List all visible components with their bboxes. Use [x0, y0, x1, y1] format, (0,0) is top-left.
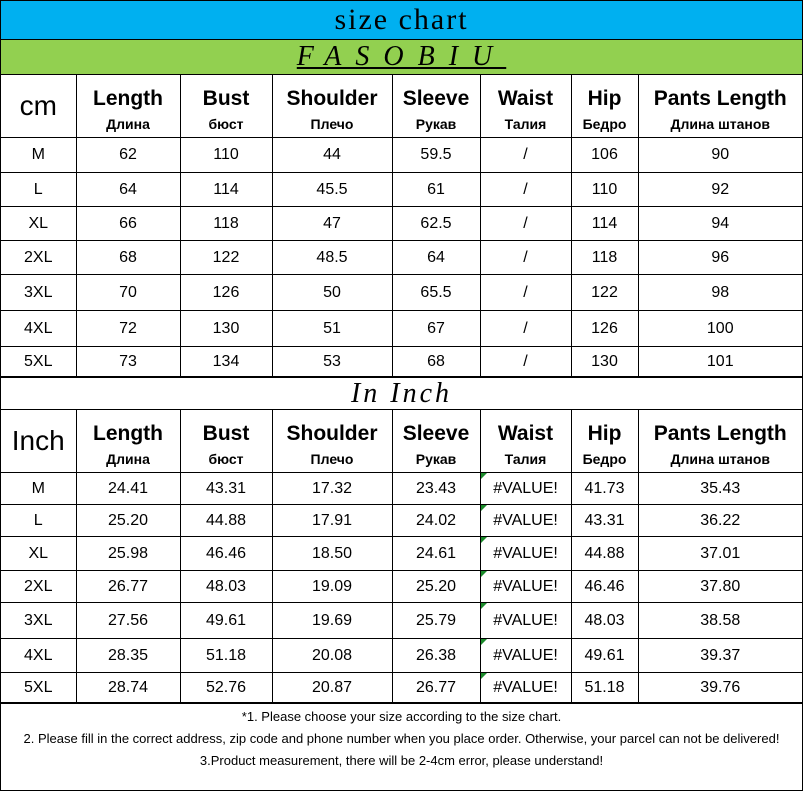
inch-cell-hip: 49.61: [571, 639, 638, 673]
table-row: [1, 603, 802, 639]
table-row: [1, 311, 802, 347]
inch-cell-shoulder: 19.09: [272, 571, 392, 603]
cm-header-length: Length: [76, 75, 180, 111]
cm-cell-sleeve: 59.5: [392, 138, 480, 173]
cm-cell-bust: 114: [180, 173, 272, 207]
inch-header-bust-ru: бюст: [180, 446, 272, 473]
cm-unit-label: cm: [1, 75, 76, 138]
cm-header-hip: Hip: [571, 75, 638, 111]
table-row: [1, 639, 802, 673]
cm-cell-bust: 122: [180, 241, 272, 275]
inch-header-bust: Bust: [180, 410, 272, 446]
cm-cell-length: 66: [76, 207, 180, 241]
cm-cell-bust: 110: [180, 138, 272, 173]
banner-title: size chart: [1, 1, 802, 40]
cm-cell-hip: 126: [571, 311, 638, 347]
cm-cell-waist: /: [480, 311, 571, 347]
inch-cell-size: 3XL: [1, 603, 76, 639]
inch-cell-shoulder: 20.08: [272, 639, 392, 673]
cm-cell-pants-length: 101: [638, 347, 802, 377]
inch-cell-sleeve: 26.77: [392, 673, 480, 703]
note-3: 3.Product measurement, there will be 2-4cm error, please understand!: [199, 753, 604, 768]
inch-section-title: In Inch: [1, 377, 802, 410]
cm-cell-hip: 122: [571, 275, 638, 311]
inch-cell-hip: 48.03: [571, 603, 638, 639]
cm-cell-size: XL: [1, 207, 76, 241]
inch-cell-length: 25.98: [76, 537, 180, 571]
table-row: [1, 473, 802, 505]
inch-cell-length: 28.74: [76, 673, 180, 703]
cm-cell-length: 73: [76, 347, 180, 377]
inch-header-length: Length: [76, 410, 180, 446]
inch-cell-size: 5XL: [1, 673, 76, 703]
inch-header-hip: Hip: [571, 410, 638, 446]
cm-cell-sleeve: 64: [392, 241, 480, 275]
cm-cell-shoulder: 47: [272, 207, 392, 241]
inch-cell-waist: #VALUE!: [480, 473, 571, 505]
table-row: [1, 505, 802, 537]
inch-cell-shoulder: 20.87: [272, 673, 392, 703]
cm-cell-hip: 110: [571, 173, 638, 207]
inch-cell-bust: 49.61: [180, 603, 272, 639]
cm-cell-bust: 130: [180, 311, 272, 347]
inch-cell-length: 25.20: [76, 505, 180, 537]
inch-cell-pants-length: 37.80: [638, 571, 802, 603]
cm-header-pants-length: Pants Length: [638, 75, 802, 111]
inch-header-shoulder-ru: Плечо: [272, 446, 392, 473]
cm-cell-size: 3XL: [1, 275, 76, 311]
inch-cell-length: 27.56: [76, 603, 180, 639]
cm-header-waist: Waist: [480, 75, 571, 111]
inch-header-hip-ru: Бедро: [571, 446, 638, 473]
cm-cell-size: 2XL: [1, 241, 76, 275]
cm-cell-bust: 118: [180, 207, 272, 241]
inch-cell-sleeve: 23.43: [392, 473, 480, 505]
inch-cell-waist: #VALUE!: [480, 505, 571, 537]
cm-cell-sleeve: 68: [392, 347, 480, 377]
inch-header-sleeve: Sleeve: [392, 410, 480, 446]
cm-cell-bust: 126: [180, 275, 272, 311]
inch-cell-hip: 46.46: [571, 571, 638, 603]
inch-cell-size: 2XL: [1, 571, 76, 603]
cm-header-shoulder: Shoulder: [272, 75, 392, 111]
cm-header-bust-ru: бюст: [180, 111, 272, 138]
cm-header-hip-ru: Бедро: [571, 111, 638, 138]
inch-cell-waist: #VALUE!: [480, 673, 571, 703]
cm-cell-length: 72: [76, 311, 180, 347]
cm-cell-bust: 134: [180, 347, 272, 377]
inch-unit-label: Inch: [1, 410, 76, 473]
table-row: [1, 173, 802, 207]
table-row: [1, 347, 802, 377]
table-row: [1, 138, 802, 173]
cm-cell-pants-length: 92: [638, 173, 802, 207]
inch-header-length-ru: Длина: [76, 446, 180, 473]
inch-cell-bust: 44.88: [180, 505, 272, 537]
inch-cell-sleeve: 24.61: [392, 537, 480, 571]
table-row: [1, 275, 802, 311]
inch-table-body: [1, 473, 802, 703]
inch-table: [1, 410, 802, 703]
inch-cell-waist: #VALUE!: [480, 603, 571, 639]
brand-name: FASOBIU: [1, 40, 802, 75]
cm-cell-sleeve: 61: [392, 173, 480, 207]
cm-cell-sleeve: 65.5: [392, 275, 480, 311]
inch-cell-waist: #VALUE!: [480, 571, 571, 603]
cm-cell-hip: 130: [571, 347, 638, 377]
inch-header-shoulder: Shoulder: [272, 410, 392, 446]
table-row: [1, 207, 802, 241]
cm-cell-shoulder: 51: [272, 311, 392, 347]
cm-cell-length: 62: [76, 138, 180, 173]
inch-cell-size: M: [1, 473, 76, 505]
cm-cell-shoulder: 44: [272, 138, 392, 173]
cm-cell-shoulder: 53: [272, 347, 392, 377]
cm-header-waist-ru: Талия: [480, 111, 571, 138]
inch-cell-bust: 51.18: [180, 639, 272, 673]
cm-cell-shoulder: 50: [272, 275, 392, 311]
cm-cell-pants-length: 100: [638, 311, 802, 347]
inch-cell-pants-length: 36.22: [638, 505, 802, 537]
cm-cell-pants-length: 94: [638, 207, 802, 241]
inch-header-waist-ru: Талия: [480, 446, 571, 473]
inch-cell-length: 24.41: [76, 473, 180, 505]
cm-cell-hip: 118: [571, 241, 638, 275]
inch-cell-waist: #VALUE!: [480, 537, 571, 571]
cm-cell-waist: /: [480, 207, 571, 241]
inch-cell-pants-length: 35.43: [638, 473, 802, 505]
cm-cell-hip: 114: [571, 207, 638, 241]
inch-cell-bust: 46.46: [180, 537, 272, 571]
inch-cell-hip: 51.18: [571, 673, 638, 703]
cm-cell-pants-length: 96: [638, 241, 802, 275]
note-1: *1. Please choose your size according to the size chart.: [241, 709, 562, 724]
cm-cell-waist: /: [480, 275, 571, 311]
cm-cell-pants-length: 98: [638, 275, 802, 311]
cm-cell-shoulder: 48.5: [272, 241, 392, 275]
table-row: [1, 537, 802, 571]
cm-cell-size: 5XL: [1, 347, 76, 377]
cm-cell-length: 68: [76, 241, 180, 275]
inch-cell-size: L: [1, 505, 76, 537]
inch-cell-shoulder: 18.50: [272, 537, 392, 571]
cm-header-shoulder-ru: Плечо: [272, 111, 392, 138]
cm-header-sleeve: Sleeve: [392, 75, 480, 111]
inch-cell-sleeve: 25.79: [392, 603, 480, 639]
inch-cell-sleeve: 24.02: [392, 505, 480, 537]
inch-cell-sleeve: 26.38: [392, 639, 480, 673]
cm-header-sleeve-ru: Рукав: [392, 111, 480, 138]
inch-cell-shoulder: 19.69: [272, 603, 392, 639]
cm-cell-shoulder: 45.5: [272, 173, 392, 207]
inch-cell-hip: 41.73: [571, 473, 638, 505]
inch-header-pants-length-ru: Длина штанов: [638, 446, 802, 473]
cm-cell-waist: /: [480, 241, 571, 275]
table-row: [1, 673, 802, 703]
inch-cell-waist: #VALUE!: [480, 639, 571, 673]
inch-cell-pants-length: 39.37: [638, 639, 802, 673]
inch-cell-size: XL: [1, 537, 76, 571]
note-2: 2. Please fill in the correct address, zip code and phone number when you place order. Otherwise, your parcel can not be delivered!: [23, 731, 780, 746]
cm-header-pants-length-ru: Длина штанов: [638, 111, 802, 138]
inch-cell-shoulder: 17.32: [272, 473, 392, 505]
inch-header-waist: Waist: [480, 410, 571, 446]
table-row: [1, 241, 802, 275]
cm-cell-waist: /: [480, 138, 571, 173]
inch-cell-hip: 44.88: [571, 537, 638, 571]
inch-cell-hip: 43.31: [571, 505, 638, 537]
inch-cell-bust: 52.76: [180, 673, 272, 703]
inch-cell-pants-length: 39.76: [638, 673, 802, 703]
cm-cell-size: M: [1, 138, 76, 173]
cm-table: [1, 75, 802, 377]
inch-cell-size: 4XL: [1, 639, 76, 673]
cm-cell-sleeve: 67: [392, 311, 480, 347]
inch-cell-length: 28.35: [76, 639, 180, 673]
cm-cell-size: L: [1, 173, 76, 207]
cm-cell-waist: /: [480, 173, 571, 207]
inch-header-sleeve-ru: Рукав: [392, 446, 480, 473]
notes: [1, 703, 802, 790]
inch-cell-length: 26.77: [76, 571, 180, 603]
cm-header-bust: Bust: [180, 75, 272, 111]
inch-cell-sleeve: 25.20: [392, 571, 480, 603]
inch-cell-shoulder: 17.91: [272, 505, 392, 537]
table-row: [1, 571, 802, 603]
cm-header-length-ru: Длина: [76, 111, 180, 138]
inch-cell-pants-length: 38.58: [638, 603, 802, 639]
inch-cell-pants-length: 37.01: [638, 537, 802, 571]
cm-cell-sleeve: 62.5: [392, 207, 480, 241]
cm-cell-length: 64: [76, 173, 180, 207]
cm-cell-pants-length: 90: [638, 138, 802, 173]
cm-table-body: [1, 138, 802, 377]
cm-cell-size: 4XL: [1, 311, 76, 347]
cm-cell-hip: 106: [571, 138, 638, 173]
inch-header-pants-length: Pants Length: [638, 410, 802, 446]
inch-cell-bust: 48.03: [180, 571, 272, 603]
cm-cell-length: 70: [76, 275, 180, 311]
cm-cell-waist: /: [480, 347, 571, 377]
inch-cell-bust: 43.31: [180, 473, 272, 505]
